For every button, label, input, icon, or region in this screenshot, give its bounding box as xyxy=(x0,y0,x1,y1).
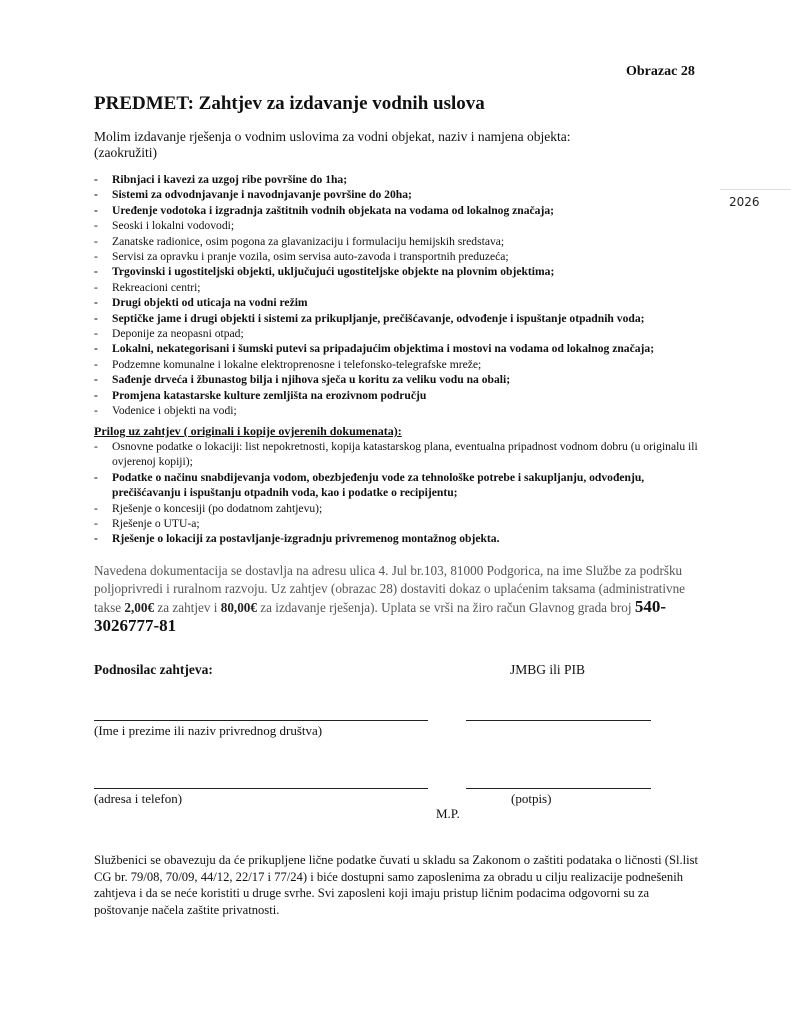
stamp-label: M.P. xyxy=(436,806,460,821)
object-type-item[interactable]: - Promjena katastarske kulture zemljišta na erozivnom području xyxy=(94,388,694,403)
privacy-statement: Službenici se obavezuju da će prikupljene lične podatke čuvati u skladu sa Zakonom o zaštiti podataka o ličnosti (Sl.list CG br. 79/08, 70/09, 44/12, 22/17 i 77/24) i biće dostupni samo zaposlenima za obradu u cilju realizacije podnešenih zahtjeva i da se neće koristiti u druge svrhe. Svi zaposleni koji imaju pristup ličnim podacima odgovorni su za poštovanje načela zaštite privatnosti. xyxy=(94,853,698,917)
object-type-list xyxy=(94,172,694,419)
signature-label: (potpis) xyxy=(511,791,552,806)
side-divider xyxy=(720,189,791,190)
side-year: 2026 xyxy=(729,195,760,209)
object-type-item[interactable]: - Rekreacioni centri; xyxy=(94,280,694,295)
address-label: (adresa i telefon) xyxy=(94,791,183,806)
attachment-item: - Rješenje o koncesiji (po dodatnom zahtjevu); xyxy=(94,501,714,516)
address-field[interactable] xyxy=(94,788,428,789)
attachments-heading: Prilog uz zahtjev ( originali i kopije ovjerenih dokumenata): xyxy=(94,424,402,438)
note-text: Navedena dokumentacija se dostavlja na adresu ulica 4. Jul br.103, 81000 Podgorica, na ime Službe za podršku poljoprivredi i ruralnom razvoju. Uz zahtjev (obrazac 28) dostaviti dokaz o uplaćenim taksama (administrativne takse xyxy=(94,563,686,615)
object-type-item[interactable]: - Uređenje vodotoka i izgradnja zaštitnih vodnih objekata na vodama od lokalnog značaja; xyxy=(94,203,694,218)
object-type-item[interactable]: - Servisi za opravku i pranje vozila, osim servisa auto-zavoda i transportnih preduzeća; xyxy=(94,249,694,264)
object-type-item[interactable]: - Podzemne komunalne i lokalne elektroprenosne i telefonsko-telegrafske mreže; xyxy=(94,357,694,372)
applicant-label: Podnosilac zahtjeva: xyxy=(94,662,213,677)
object-type-item[interactable]: - Trgovinski i ugostiteljski objekti, uključujući ugostiteljske objekte na plovnim objektima; xyxy=(94,264,694,279)
admin-fee-request: 2,00€ xyxy=(124,600,155,615)
intro-text xyxy=(94,129,654,161)
attachments-list xyxy=(94,439,714,547)
submission-note xyxy=(94,562,694,636)
object-type-item[interactable]: - Zanatske radionice, osim pogona za glavanizaciju i formulaciju hemijskih sredstava; xyxy=(94,234,694,249)
object-type-item[interactable]: - Lokalni, nekategorisani i šumski putevi sa pripadajućim objektima i mostovi na vodama od lokalnog značaja; xyxy=(94,341,694,356)
attachment-item: - Podatke o načinu snabdijevanja vodom, obezbjeđenju vode za tehnološke potrebe i sakupljanju, odvođenju, prečišćavanju i ispuštanju otpadnih voda, kao i podatke o recipijentu; xyxy=(94,470,714,501)
object-type-item[interactable]: - Seoski i lokalni vodovodi; xyxy=(94,218,694,233)
object-type-item[interactable]: - Sistemi za odvodnjavanje i navodnjavanje površine do 20ha; xyxy=(94,187,694,202)
attachment-item: - Osnovne podatke o lokaciji: list nepokretnosti, kopija katastarskog plana, eventualna pripadnost vodnom dobru (u originalu ili ovjerenoj kopiji); xyxy=(94,439,714,470)
object-type-item[interactable]: - Ribnjaci i kavezi za uzgoj ribe površine do 1ha; xyxy=(94,172,694,187)
name-label: (Ime i prezime ili naziv privrednog društva) xyxy=(94,723,323,738)
form-number: Obrazac 28 xyxy=(626,64,695,79)
jmbg-field[interactable] xyxy=(466,720,651,721)
signature-field[interactable] xyxy=(466,788,651,789)
object-type-item[interactable]: - Vodenice i objekti na vodi; xyxy=(94,403,694,418)
note-text: za zahtjev i xyxy=(154,600,221,615)
object-type-item[interactable]: - Drugi objekti od uticaja na vodni režim xyxy=(94,295,694,310)
intro-instruction: (zaokružiti) xyxy=(94,145,157,160)
name-field[interactable] xyxy=(94,720,428,721)
attachment-item: - Rješenje o UTU-a; xyxy=(94,516,714,531)
object-type-item[interactable]: - Deponije za neopasni otpad; xyxy=(94,326,694,341)
object-type-item[interactable]: - Septičke jame i drugi objekti i sistemi za prikupljanje, prečišćavanje, odvođenje i ispuštanje otpadnih voda; xyxy=(94,311,694,326)
account-number: 540-3026777-81 xyxy=(94,597,667,635)
object-type-item[interactable]: - Sađenje drveća i žbunastog bilja i njihova sječa u koritu za veliku vodu na obali; xyxy=(94,372,694,387)
jmbg-label: JMBG ili PIB xyxy=(510,662,586,677)
page-title: PREDMET: Zahtjev za izdavanje vodnih uslova xyxy=(94,93,485,114)
attachment-item: - Rješenje o lokaciji za postavljanje-izgradnju privremenog montažnog objekta. xyxy=(94,531,714,546)
note-text: za izdavanje rješenja). Uplata se vrši na žiro račun Glavnog grada broj xyxy=(256,600,635,615)
intro-line: Molim izdavanje rješenja o vodnim uslovima za vodni objekat, naziv i namjena objekta: xyxy=(94,129,571,144)
admin-fee-decision: 80,00€ xyxy=(220,600,257,615)
